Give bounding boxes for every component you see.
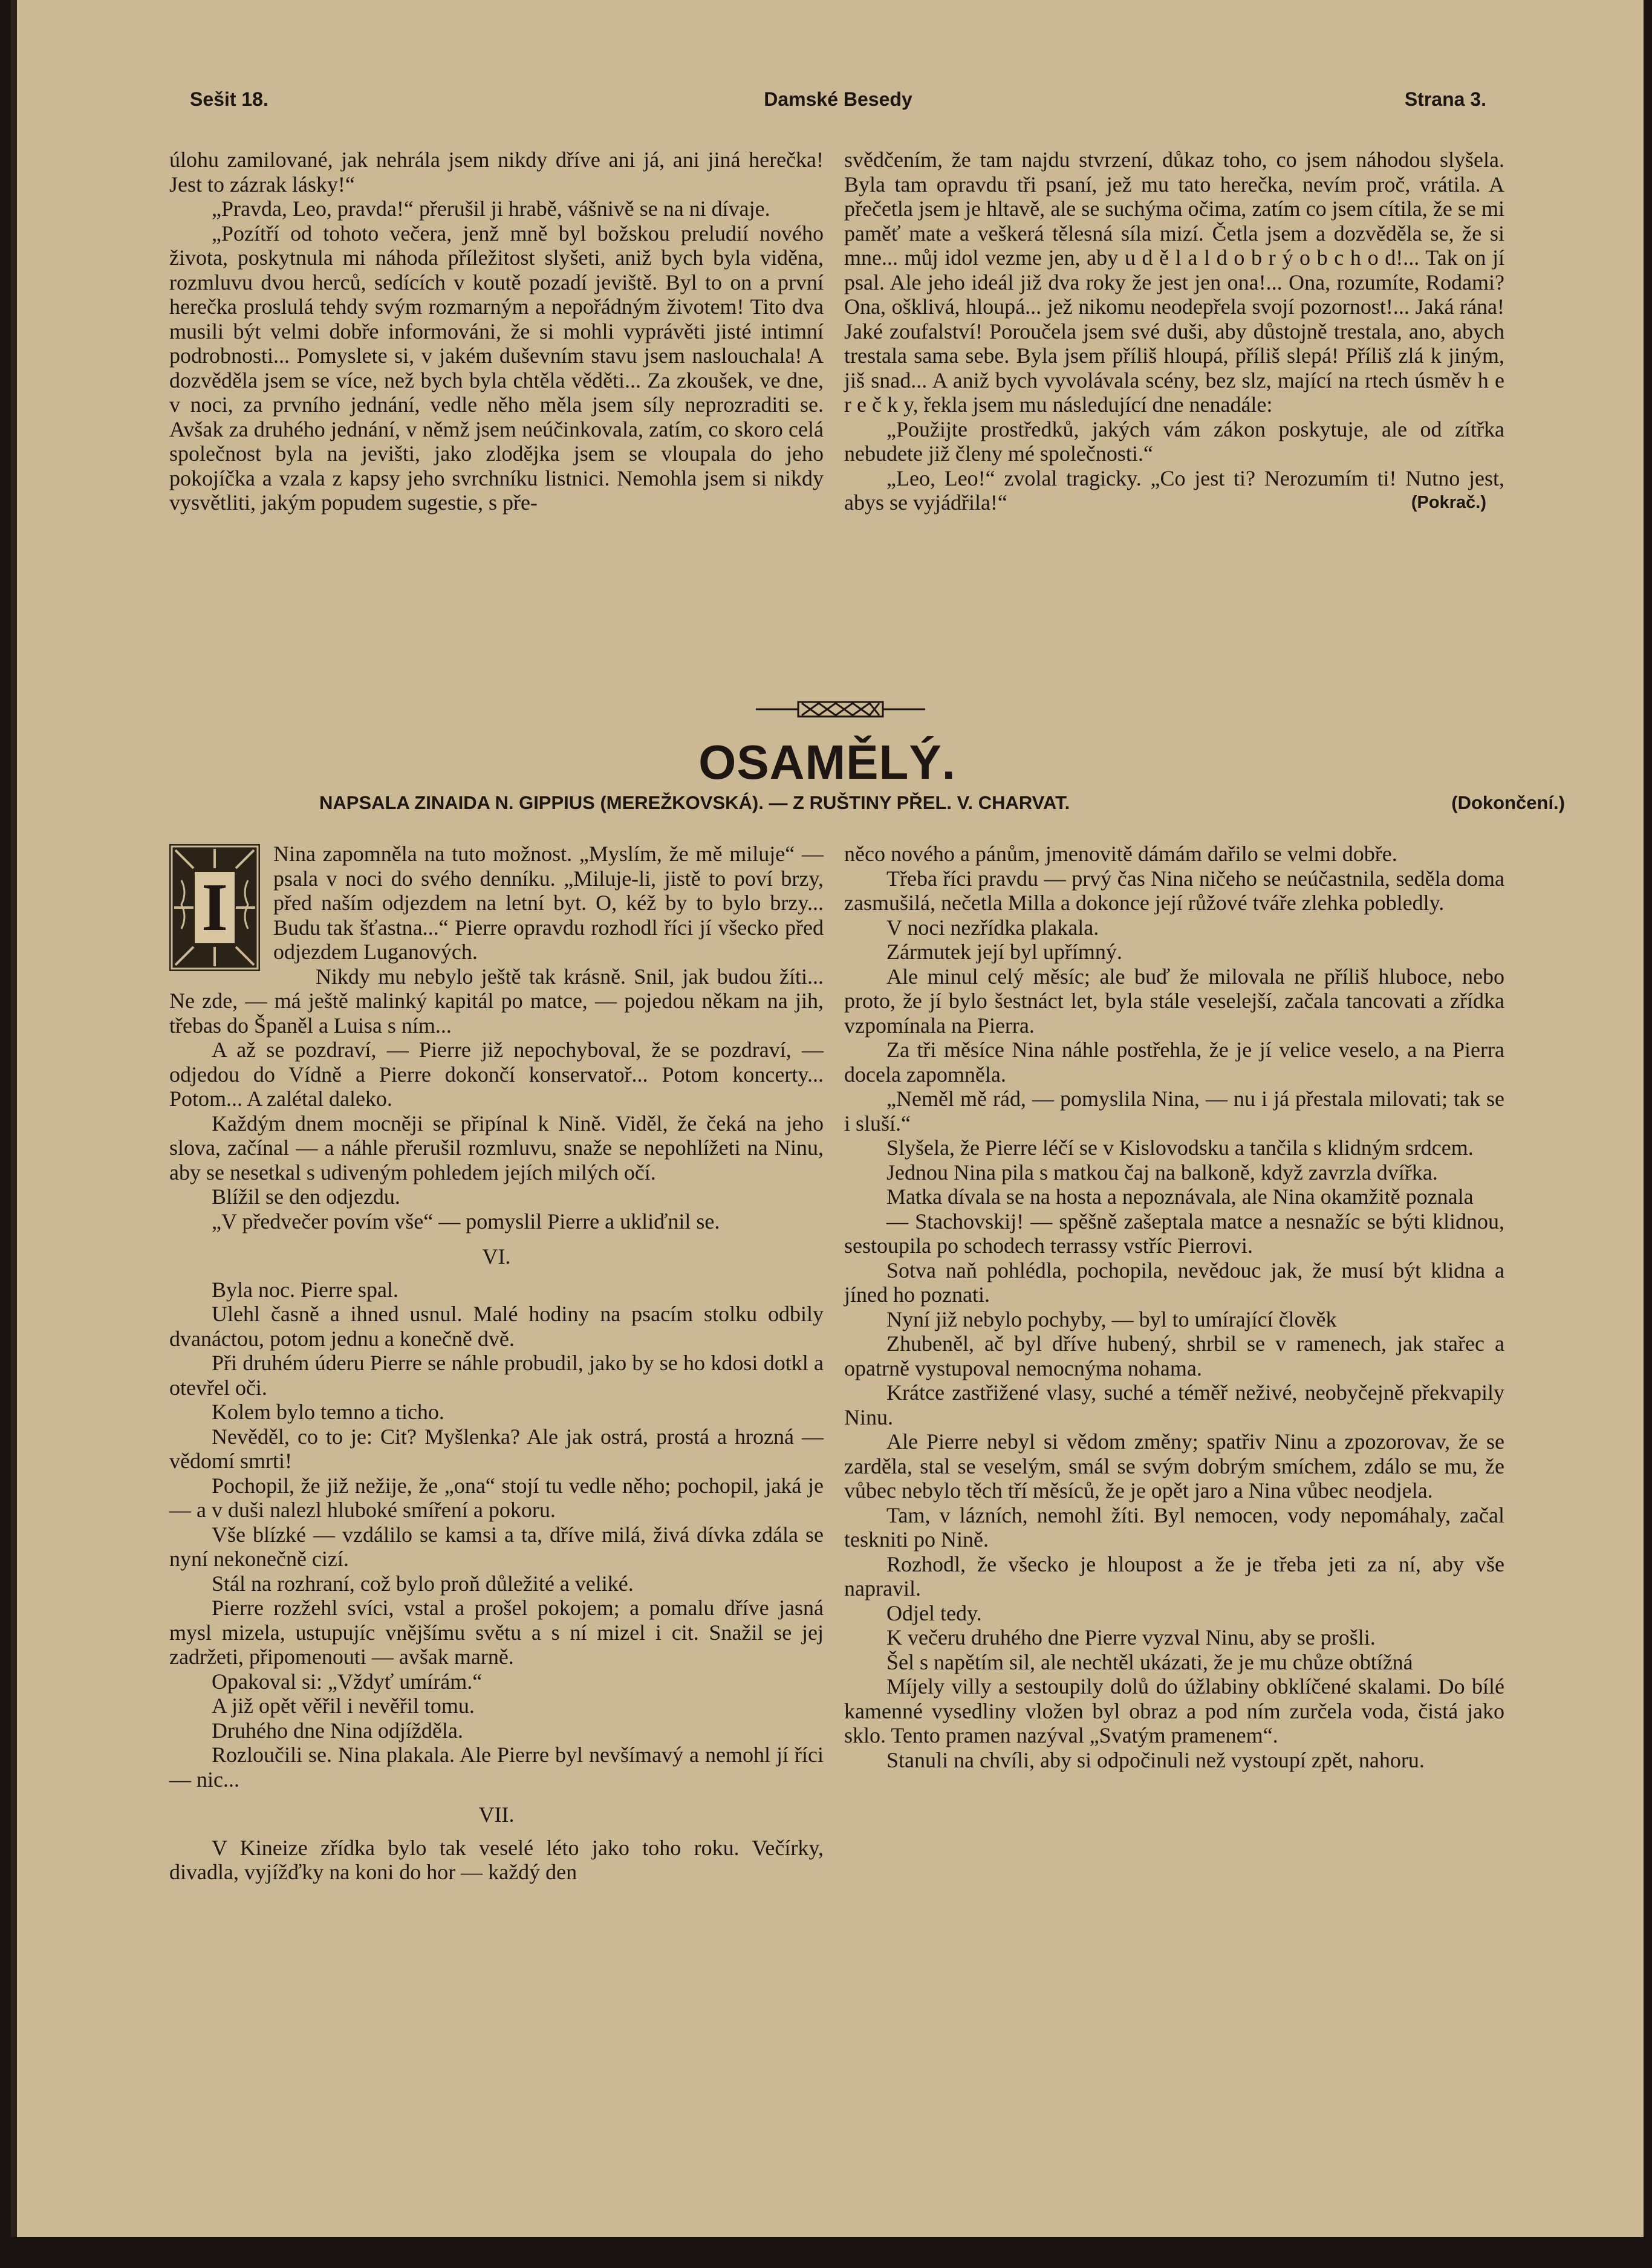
- paragraph: „V předvečer povím vše“ — pomyslil Pierre a ukliďnil se.: [212, 1209, 720, 1233]
- issue-number: Sešit 18.: [190, 88, 268, 110]
- paragraph: něco nového a pánům, jmenovitě dámám dařilo se velmi dobře.: [844, 842, 1397, 866]
- to-be-continued: (Pokrač.): [1411, 493, 1486, 512]
- paragraph: Matka dívala se na hosta a nepoznávala, ale Nina okamžitě poznala: [886, 1184, 1474, 1209]
- paragraph: A až se pozdraví, — Pierre již nepochyboval, že se pozdraví, — odjedou do Vídně a Pierre dokončí konservatoř... Potom koncerty... Potom... A zalétal daleko.: [169, 1038, 824, 1111]
- story-byline: [319, 792, 1565, 814]
- paragraph: Zhubeněl, ač byl dříve hubený, shrbil se v ramenech, jak stařec a opatrně vystupoval nemocnýma nohama.: [844, 1331, 1504, 1380]
- paragraph: Byla noc. Pierre spal.: [212, 1277, 398, 1302]
- paragraph: [844, 466, 1504, 515]
- paragraph: „Použijte prostředků, jakých vám zákon poskytuje, ale od zítřka nebudete již členy mé společnosti.“: [844, 417, 1504, 466]
- paragraph: Při druhém úderu Pierre se náhle probudil, jako by se ho kdosi dotkl a otevřel oči.: [169, 1351, 824, 1400]
- paragraph: Za tři měsíce Nina náhle postřehla, že je jí velice veselo, a na Pierra docela zapomněla.: [844, 1038, 1504, 1087]
- paragraph: Stanuli na chvíli, aby si odpočinuli než vystoupí zpět, nahoru.: [886, 1747, 1425, 1772]
- section-heading-vii: VII.: [478, 1802, 515, 1827]
- paragraph: Vše blízké — vzdálilo se kamsi a ta, dříve milá, živá dívka zdála se nyní nekonečně cizí.: [169, 1522, 824, 1571]
- paragraph: „Neměl mě rád, — pomyslila Nina, — nu i já přestala milovati; tak se i sluší.“: [844, 1087, 1504, 1136]
- paragraph: Tam, v lázních, nemohl žíti. Byl nemocen, vody nepomáhaly, začal teskniti po Nině.: [844, 1503, 1504, 1552]
- paragraph: Kolem bylo temno a ticho.: [212, 1400, 444, 1424]
- paragraph-text: „Leo, Leo!“ zvolal tragicky. „Co jest ti? Nerozumím ti! Nutno jest, abys se vyjádřila!“: [844, 466, 1504, 515]
- paragraph: — Stachovskij! — spěšně zašeptala matce a nesnažíc se býti klidnou, sestoupila po schodech terrassy vstříc Pierrovi.: [844, 1209, 1504, 1258]
- author-translator: NAPSALA ZINAIDA N. GIPPIUS (MEREŽKOVSKÁ). — Z RUŠTINY PŘEL. V. CHARVAT.: [319, 792, 1070, 813]
- magazine-page: [11, 0, 1644, 2237]
- paragraph: Odjel tedy.: [886, 1600, 982, 1625]
- paragraph: Ale minul celý měsíc; ale buď že milovala ne příliš hluboce, nebo proto, že jí bylo šestnáct let, byla stále veselejší, začala tancovati a zřídka vzpomínala na Pierra.: [844, 964, 1504, 1038]
- paragraph: Ulehl časně a ihned usnul. Malé hodiny na psacím stolku odbily dvanáctou, potom jednu a konečně dvě.: [169, 1302, 824, 1351]
- magazine-title: Damské Besedy: [764, 88, 912, 110]
- paragraph: úlohu zamilované, jak nehrála jsem nikdy dříve ani já, ani jiná herečka! Jest to zázrak lásky!“: [169, 148, 824, 197]
- paragraph: Nevěděl, co to je: Cit? Myšlenka? Ale jak ostrá, prostá a hrozná — vědomí smrti!: [169, 1424, 824, 1473]
- story-left-column: [169, 842, 824, 1885]
- continuation-note: (Dokončení.): [1451, 792, 1565, 813]
- paragraph: Zármutek její byl upřímný.: [886, 940, 1122, 964]
- paragraph: Nyní již nebylo pochyby, — byl to umírající člověk: [886, 1307, 1337, 1331]
- paragraph: Krátce zastřižené vlasy, suché a téměř neživé, neobyčejně překvapily Ninu.: [844, 1380, 1504, 1429]
- paragraph: Pierre rozžehl svíci, vstal a prošel pokojem; a pomalu dříve jasná mysl mizela, ustupujíc vnějšímu světu a s ní mizel i cit. Snažil se jej zadržeti, připomenouti — avšak marně.: [169, 1596, 824, 1669]
- paragraph: Ale Pierre nebyl si vědom změny; spatřiv Ninu a zpozorovav, že se zarděla, stal se veselým, smál se svým dobrým smíchem, zdálo se mu, že vůbec nebylo těch tří měsíců, že je opět jaro a Nina vůbec neodjela.: [844, 1429, 1504, 1503]
- paragraph: Blížil se den odjezdu.: [212, 1184, 400, 1209]
- paragraph: A již opět věřil i nevěřil tomu.: [212, 1694, 475, 1718]
- paragraph: V Kineize zřídka bylo tak veselé léto jako toho roku. Večírky, divadla, vyjížďky na koni do hor — každý den: [169, 1835, 824, 1884]
- paragraph: Třeba říci pravdu — prvý čas Nina ničeho se neúčastnila, seděla doma zasmušilá, nečetla Milla a dokonce její růžové tváře zlehka pobledly.: [844, 866, 1504, 915]
- paragraph: Jednou Nina pila s matkou čaj na balkoně, když zavrzla dvířka.: [886, 1160, 1438, 1184]
- paragraph: Každým dnem mocněji se připínal k Nině. Viděl, že čeká na jeho slova, začínal — a náhle přerušil rozmluvu, snaže se nepohlížeti na Ninu, aby se nesetkal s udiveným pohledem jejích milých očí.: [169, 1111, 824, 1184]
- paragraph: V noci nezřídka plakala.: [886, 915, 1099, 940]
- paragraph: svědčením, že tam najdu stvrzení, důkaz toho, co jsem náhodou slyšela. Byla tam opravdu tři psaní, jež mu tato herečka, nevím proč, vrátila. A přečetla jsem je hltavě, ale se suchýma očima, zatím co jsem cítila, že se mi paměť mate a veškerá tělesná síla mizí. Četla jsem a dozvěděla se, že si mne... můj idol vezme jen, aby u d ě l a l d o b r ý o b c h o d!... Tak on jí psal. Ale jeho ideál již dva roky že jest jen ona!... Ona, rozumíte, Rodami? Ona, ošklivá, hloupá... jež nikomu neodepřela svojí pozornost!... Jaká rána! Jaké zoufalství! Poroučela jsem své duši, aby důstojně trestala, ano, abych trestala sama sebe. Byla jsem příliš hloupá, příliš slepá! Příliš zlá k jiným, jiš snad... A aniž bych vyvolávala scény, bez slz, mající na rtech úsměv h e r e č k y, řekla jsem mu následující dne nenadále:: [844, 148, 1504, 417]
- paragraph: „Pozítří od tohoto večera, jenž mně byl božskou preludií nového života, poskytnula mi náhoda příležitost slyšeti, aniž bych byla viděna, rozmluvu dvou herců, sedících v koutě pozadí jeviště. Byl to on a první herečka proslulá tehdy svým rozmarným a nepořádným životem! Tito dva musili být velmi dobře informováni, že si mohli vyprávěti jisté intimní podrobnosti... Pomyslete si, v jakém duševním stavu jsem naslouchala! A dozvěděla jsem se více, než bych byla chtěla věděti... Za zkoušek, ve dne, v noci, za prvního jednání, vedle něho měla jsem síly neprozraditi se. Avšak za druhého jednání, v němž jsem neúčinkovala, zatím, co skoro celá společnost byla na jevišti, jako zlodějka jsem se vloupala do jeho pokojíčka a vzala z kapsy jeho svrchníku listnici. Nemohla jsem si nikdy vysvětliti, jakým popudem sugestie, s pře-: [169, 221, 824, 515]
- divider-ornament: [756, 698, 925, 720]
- page-binding-edge: [11, 0, 17, 2237]
- opening-paragraph: Nina zapomněla na tuto možnost. „Myslím, že mě miluje“ — psala v noci do svého denníku. „Miluje-li, jistě to poví brzy, před naším odjezdem na letní byt. O, kéž by to bylo brzy... Budu tak šťastna...“ Pierre opravdu rozhodl říci jí všecko před odjezdem Luganových.: [273, 842, 824, 964]
- initial-letter: I: [195, 872, 235, 943]
- section-heading-vi: VI.: [482, 1244, 511, 1269]
- story-right-column: [844, 842, 1504, 1772]
- top-left-column: [169, 148, 824, 515]
- paragraph: Nikdy mu nebylo ještě tak krásně. Snil, jak budou žíti... Ne zde, — má ještě malinký kapitál po matce, — pojedou někam na jih, třebas do Španěl a Luisa s ním...: [169, 964, 824, 1038]
- paragraph: K večeru druhého dne Pierre vyzval Ninu, aby se prošli.: [886, 1625, 1376, 1649]
- paragraph: Druhého dne Nina odjížděla.: [212, 1718, 463, 1743]
- paragraph: Rozloučili se. Nina plakala. Ale Pierre byl nevšímavý a nemohl jí říci — nic...: [169, 1743, 824, 1792]
- paragraph: Míjely villy a sestoupily dolů do úžlabiny obklíčené skalami. Do bílé kamenné vysedliny vložen byl obraz a pod ním zurčela voda, čistá jako sklo. Tento pramen nazýval „Svatým pramenem“.: [844, 1674, 1504, 1747]
- paragraph: Šel s napětím sil, ale nechtěl ukázati, že je mu chůze obtížná: [886, 1649, 1413, 1674]
- story-title: OSAMĚLÝ.: [698, 735, 956, 789]
- top-right-column: [844, 148, 1504, 515]
- decorated-initial: [169, 844, 260, 971]
- paragraph: Slyšela, že Pierre léčí se v Kislovodsku a tančila s klidným srdcem.: [886, 1136, 1474, 1160]
- paragraph: Rozhodl, že všecko je hloupost a že je třeba jeti za ní, aby vše napravil.: [844, 1552, 1504, 1600]
- paragraph: Sotva naň pohlédla, pochopila, nevědouc jak, že musí být klidna a jíned ho poznati.: [844, 1258, 1504, 1307]
- page-number: Strana 3.: [1404, 88, 1486, 110]
- paragraph: Stál na rozhraní, což bylo proň důležité a veliké.: [212, 1571, 634, 1596]
- paragraph: Opakoval si: „Vždyť umírám.“: [212, 1669, 483, 1694]
- paragraph: Pochopil, že již nežije, že „ona“ stojí tu vedle něho; pochopil, jaká je — a v duši nalezl hluboké smíření a pokoru.: [169, 1473, 824, 1522]
- running-header: [190, 88, 1486, 119]
- paragraph: „Pravda, Leo, pravda!“ přerušil ji hrabě, vášnivě se na ni dívaje.: [212, 197, 770, 221]
